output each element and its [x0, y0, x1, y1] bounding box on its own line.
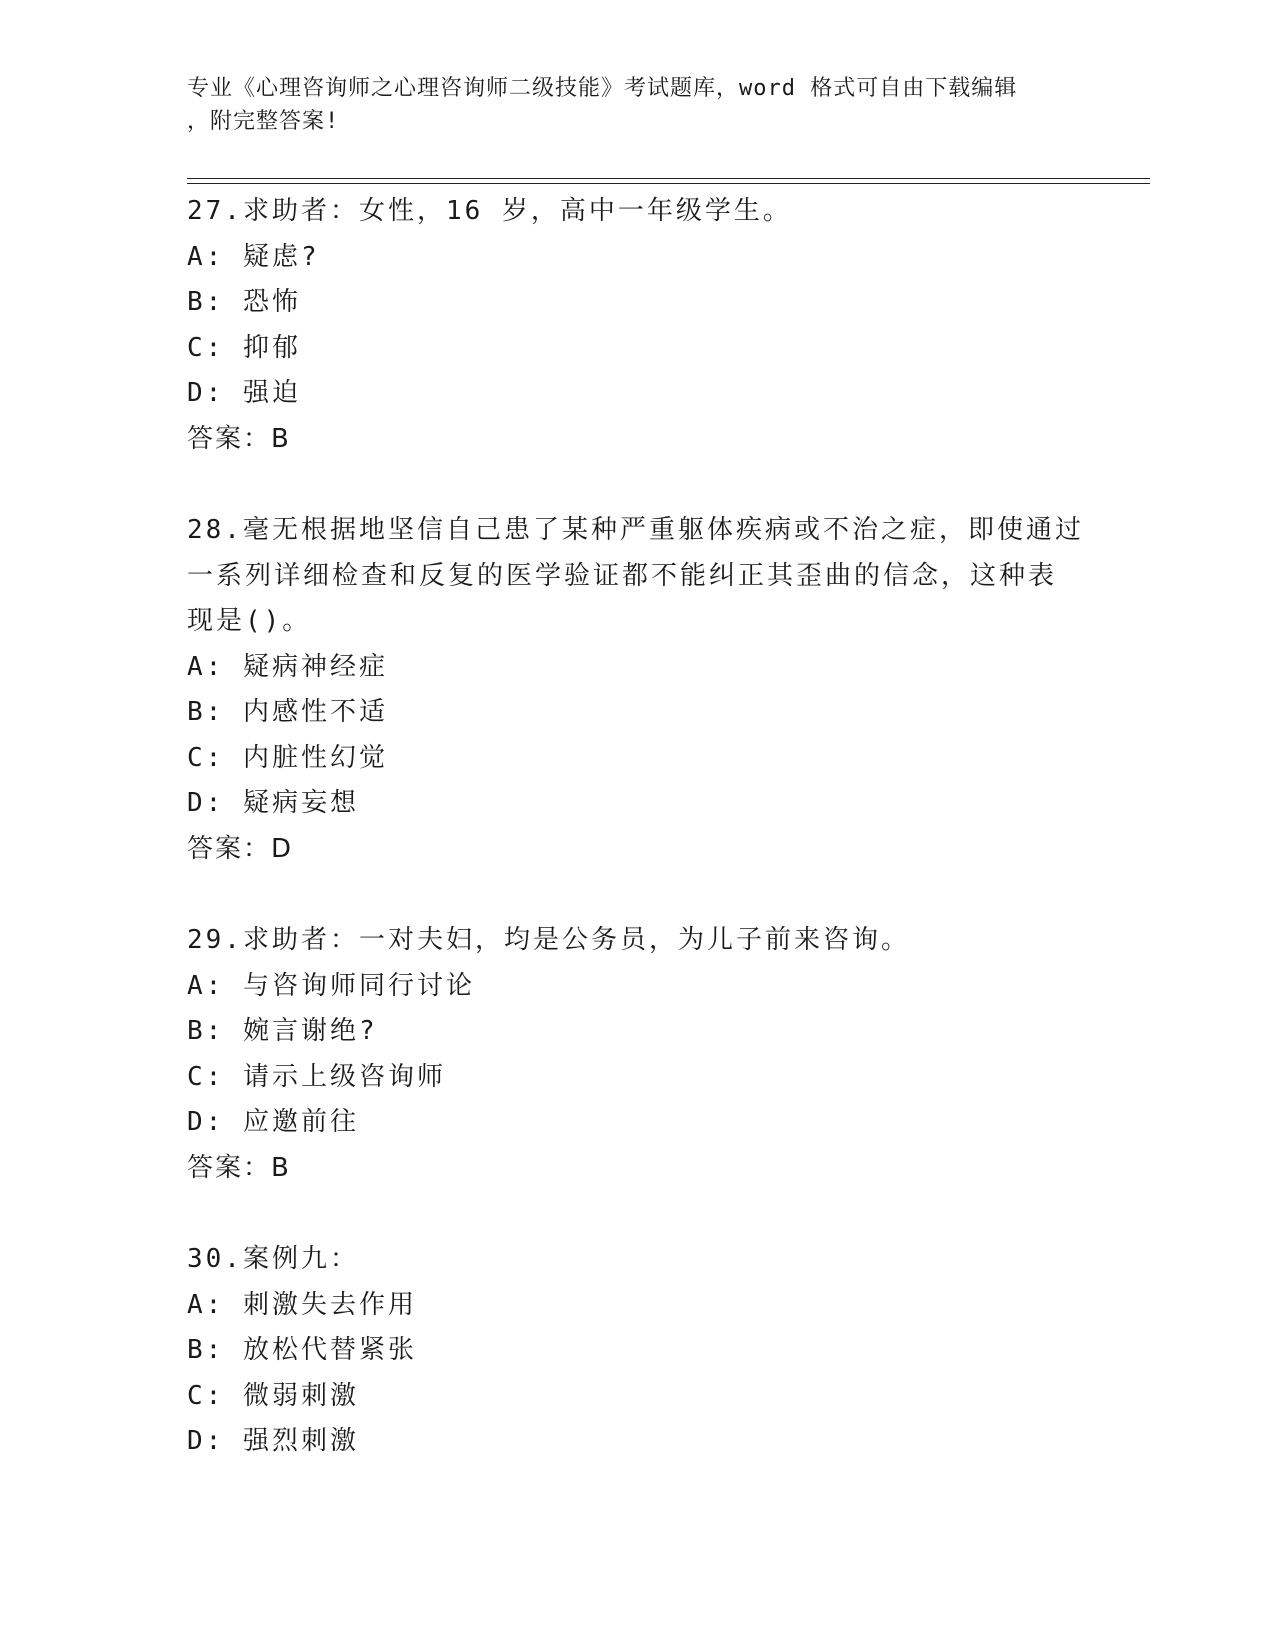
header-divider-bottom — [187, 183, 1150, 184]
header-divider-top — [187, 178, 1150, 179]
answer-text: 答案：B — [187, 423, 291, 454]
question-stem — [187, 508, 1087, 645]
question-list — [187, 189, 1087, 1511]
header-line-1: 专业《心理咨询师之心理咨询师二级技能》考试题库，word 格式可自由下载编辑 — [187, 76, 1018, 101]
option-c: C: 微弱刺激 — [187, 1380, 359, 1411]
question-stem — [187, 918, 1087, 964]
document-header — [187, 72, 1087, 138]
option-b: B: 内感性不适 — [187, 697, 388, 727]
option-d: D: 强迫 — [187, 378, 301, 408]
option-d: D: 强烈刺激 — [187, 1426, 359, 1456]
option-d: D: 疑病妄想 — [187, 788, 359, 818]
stem-line: 28.毫无根据地坚信自己患了某种严重躯体疾病或不治之症，即使通过 — [187, 515, 1084, 545]
option-a: A: 与咨询师同行讨论 — [187, 970, 475, 1001]
option-a: A: 疑虑? — [187, 241, 320, 272]
option-d: D: 应邀前往 — [187, 1107, 359, 1137]
option-c: C: 请示上级咨询师 — [187, 1061, 446, 1092]
option-a: A: 刺激失去作用 — [187, 1289, 417, 1320]
stem-line: 现是()。 — [187, 606, 312, 636]
option-b: B: 恐怖 — [187, 287, 301, 317]
header-line-2: ，附完整答案! — [187, 109, 340, 134]
question-28 — [187, 508, 1087, 872]
option-c: C: 内脏性幻觉 — [187, 742, 388, 773]
answer-text: 答案：B — [187, 1152, 291, 1183]
option-a: A: 疑病神经症 — [187, 651, 388, 682]
option-b: B: 放松代替紧张 — [187, 1335, 417, 1365]
question-stem — [187, 189, 1087, 235]
option-b: B: 婉言谢绝? — [187, 1016, 378, 1046]
option-c: C: 抑郁 — [187, 332, 301, 363]
question-29 — [187, 918, 1087, 1191]
stem-line: 30.案例九： — [187, 1244, 359, 1274]
question-30 — [187, 1237, 1087, 1465]
stem-line: 29.求助者：一对夫妇，均是公务员，为儿子前来咨询。 — [187, 925, 910, 955]
stem-line: 一系列详细检查和反复的医学验证都不能纠正其歪曲的信念，这种表 — [187, 560, 1058, 591]
answer-text: 答案：D — [187, 833, 294, 864]
question-27 — [187, 189, 1087, 462]
question-stem — [187, 1237, 1087, 1283]
stem-line: 27.求助者：女性，16 岁，高中一年级学生。 — [187, 196, 792, 226]
